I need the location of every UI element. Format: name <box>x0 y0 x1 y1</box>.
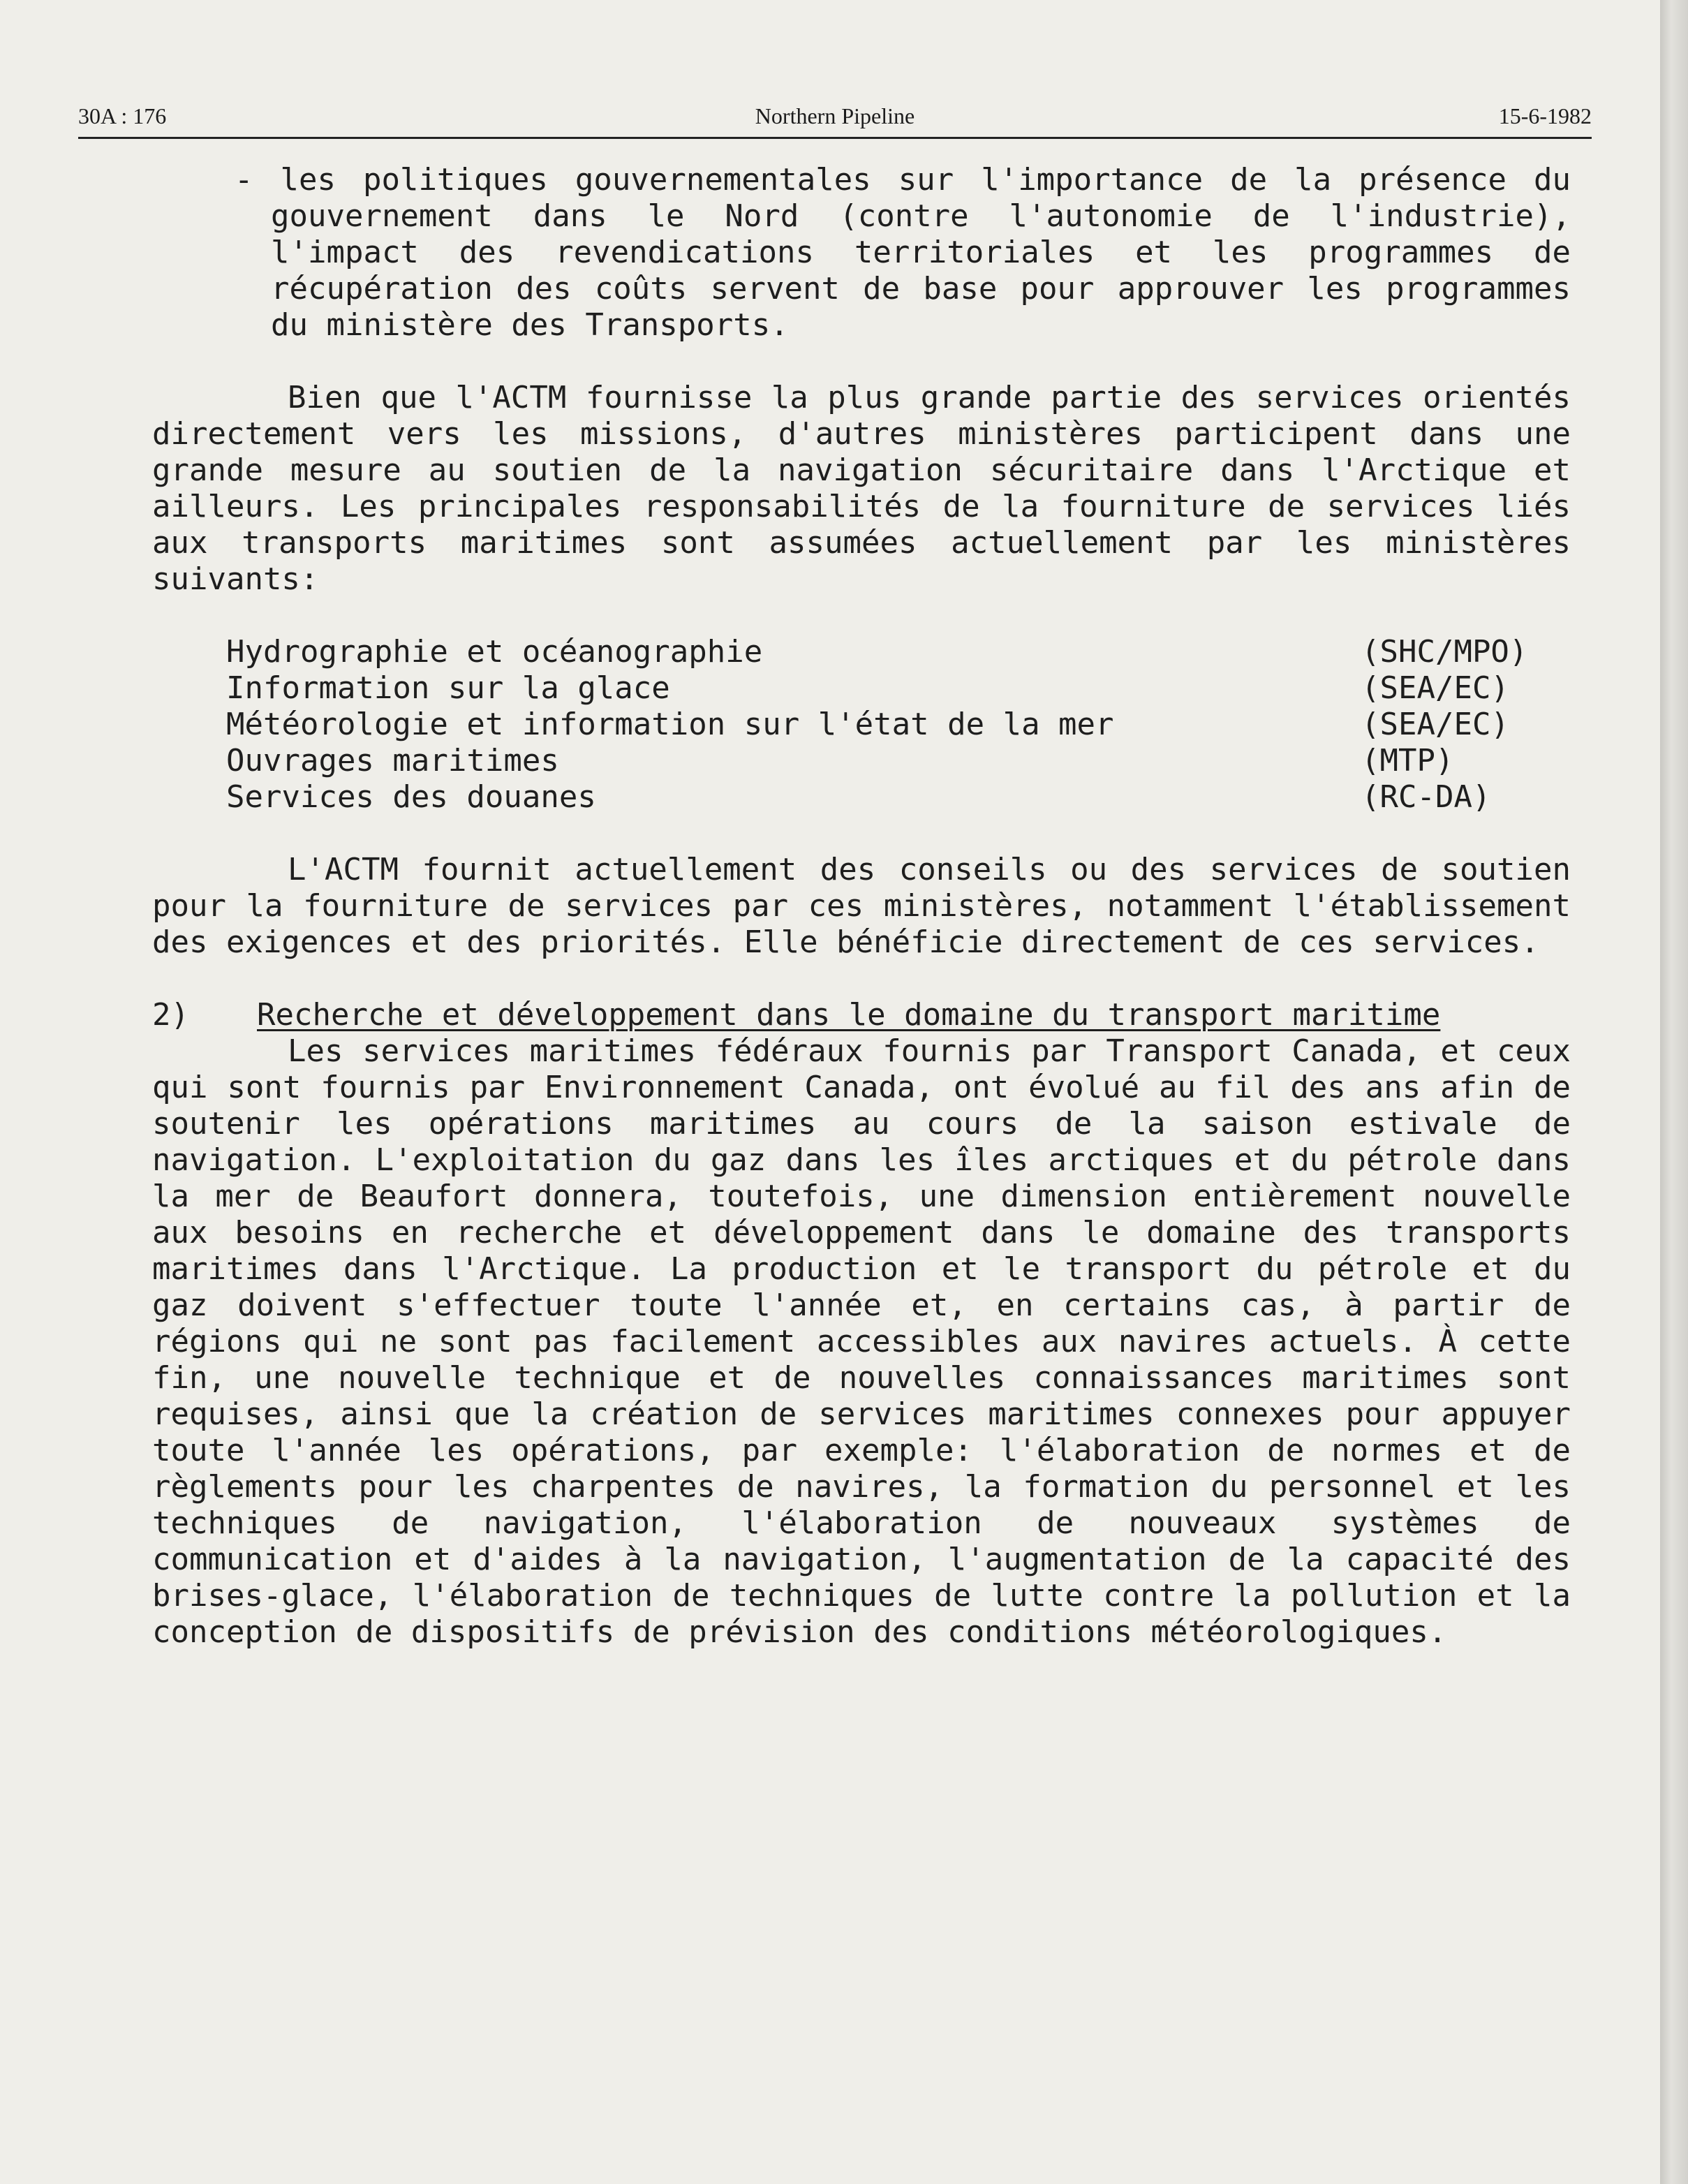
service-code: (MTP) <box>1361 743 1454 779</box>
list-item <box>152 634 1571 670</box>
list-item <box>152 707 1571 743</box>
section-number: 2) <box>152 997 189 1033</box>
ministry-services-list <box>152 634 1571 816</box>
header-title: Northern Pipeline <box>755 103 915 128</box>
service-code: (SEA/EC) <box>1361 707 1509 742</box>
page-edge <box>1660 0 1688 2184</box>
section-heading <box>152 997 1571 1033</box>
service-name: Information sur la glace <box>226 670 670 706</box>
section-title: Recherche et développement dans le domaine du transport maritime <box>257 997 1441 1033</box>
service-name: Météorologie et information sur l'état de la mer <box>226 707 1114 742</box>
service-code: (SEA/EC) <box>1361 670 1509 706</box>
list-item <box>152 670 1571 707</box>
header-rule <box>78 137 1592 139</box>
paragraph-research: Les services maritimes fédéraux fournis par Transport Canada, et ceux qui sont fournis par Environnement Canada, ont évolué au fil des ans afin de soutenir les opérations maritimes au cours de la saison estivale de navigation. L'exploitation du gaz dans les îles arctiques et du pétrole dans la mer de Beaufort donnera, toutefois, une dimension entièrement nouvelle aux besoins en recherche et développement dans le domaine des transports maritimes dans l'Arctique. La production et le transport du pétrole et du gaz doivent s'effectuer toute l'année et, en certains cas, à partir de régions qui ne sont pas facilement accessibles aux navires actuels. À cette fin, une nouvelle technique et de nouvelles connaissances maritimes sont requises, ainsi que la création de services maritimes connexes pour appuyer toute l'année les opérations, par exemple: l'élaboration de normes et de règlements pour les charpentes de navires, la formation du personnel et les techniques de navigation, l'élaboration de nouveaux systèmes de communication et d'aides à la navigation, l'augmentation de la capacité des brises-glace, l'élaboration de techniques de lutte contre la pollution et la conception de dispositifs de prévision des conditions météorologiques. <box>152 1033 1571 1650</box>
service-code: (SHC/MPO) <box>1361 634 1528 670</box>
body-text <box>152 162 1571 1651</box>
paragraph-actm-advice: L'ACTM fournit actuellement des conseils ou des services de soutien pour la fourniture de services par ces ministères, notamment l'établissement des exigences et des priorités. Elle bénéficie directement de ces services. <box>152 852 1571 960</box>
service-name: Hydrographie et océanographie <box>226 634 763 670</box>
header-page-number: 30A : 176 <box>78 103 167 128</box>
list-item <box>152 779 1571 816</box>
bullet-paragraph: - les politiques gouvernementales sur l'importance de la présence du gouvernement dans le Nord (contre l'autonomie de l'industrie), l'impact des revendications territoriales et les programmes de récupération des coûts servent de base pour approuver les programmes du ministère des Transports. <box>235 162 1571 343</box>
service-code: (RC-DA) <box>1361 779 1491 815</box>
service-name: Services des douanes <box>226 779 596 815</box>
service-name: Ouvrages maritimes <box>226 743 559 779</box>
paragraph-actm-services: Bien que l'ACTM fournisse la plus grande partie des services orientés directement vers les missions, d'autres ministères participent dans une grande mesure au soutien de la navigation sécuritaire dans l'Arctique et ailleurs. Les principales responsabilités de la fourniture de services liés aux transports maritimes sont assumées actuellement par les ministères suivants: <box>152 380 1571 597</box>
header-date: 15-6-1982 <box>1498 103 1592 128</box>
page-header <box>78 103 1592 138</box>
list-item <box>152 743 1571 779</box>
